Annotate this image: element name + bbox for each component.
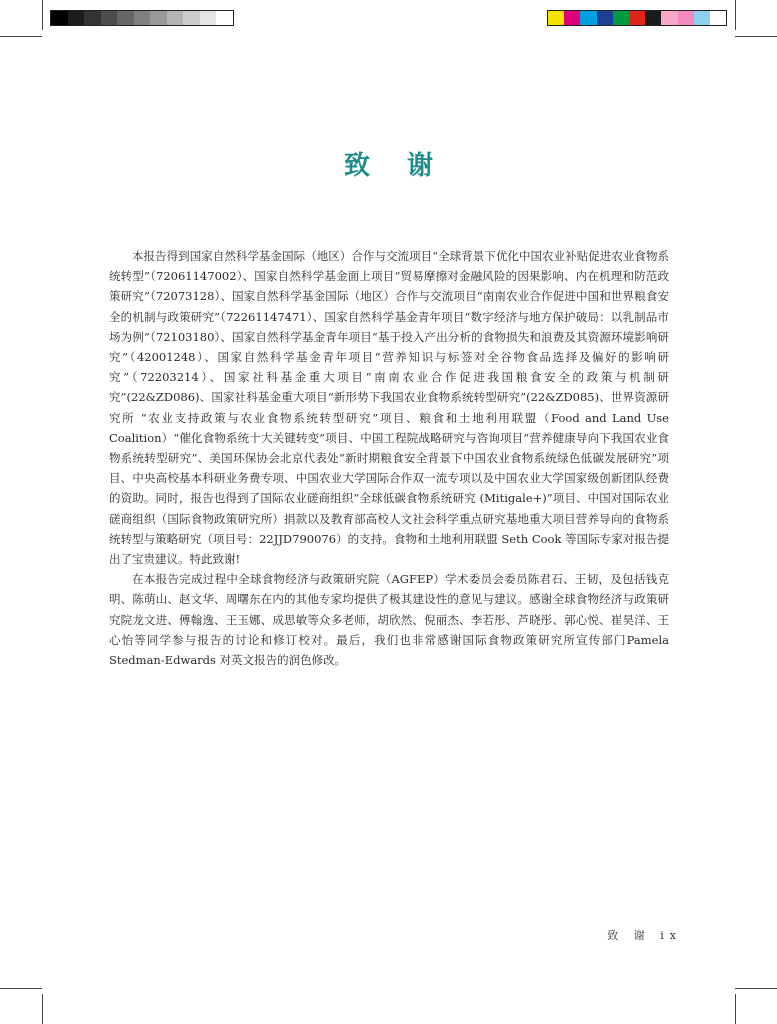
color-swatch	[597, 11, 613, 25]
grayscale-calibration-bar	[50, 10, 234, 26]
crop-mark	[735, 0, 736, 30]
gray-swatch	[134, 11, 151, 25]
paragraph: 本报告得到国家自然科学基金国际（地区）合作与交流项目“全球背景下优化中国农业补贴促进农业食物系统转型”（72061147002）、国家自然科学基金面上项目“贸易摩擦对金融风险的因果影响、内在机理和防范政策研究”（72073128）、国家自然科学基金国际（地区）合作与交流项目“南南农业合作促进中国和世界粮食安全的机制与政策研究”（72261147471）、国家自然科学基金青年项目“数字经济与地方保护破局：以乳制品市场为例”（72103180）、国家自然科学基金青年项目“基于投入产出分析的食物损失和浪费及其资源环境影响研究”（42001248）、国家自然科学基金青年项目“营养知识与标签对全谷物食品选择及偏好的影响研究”（72203214）、国家社科基金重大项目“南南农业合作促进我国粮食安全的政策与机制研究”(22&ZD086)、国家社科基金重大项目“新形势下我国农业食物系统转型研究”(22&ZD085)、世界资源研究所 “农业支持政策与农业食物系统转型研究”项目、粮食和土地利用联盟（Food and Land Use Coalition）“催化食物系统十大关键转变”项目、中国工程院战略研究与咨询项目“营养健康导向下我国农业食物系统转型研究”、美国环保协会北京代表处“新时期粮食安全背景下中国农业食物系统绿色低碳发展研究”项目、中央高校基本科研业务费专项、中国农业大学国际合作双一流专项以及中国农业大学国家级创新团队经费的资助。同时，报告也得到了国际农业磋商组织“全球低碳食物系统研究 (Mitigale+)”项目、中国对国际农业磋商组织（国际食物政策研究所）捐款以及教育部高校人文社会科学重点研究基地重大项目营养导向的食物系统转型与策略研究（项目号：22JJD790076）的支持。食物和土地利用联盟 Seth Cook 等国际专家对报告提出了宝贵建议。特此致谢!	[109, 249, 669, 567]
paragraph: 在本报告完成过程中全球食物经济与政策研究院（AGFEP）学术委员会委员陈君石、王韧，及包括钱克明、陈萌山、赵文华、周曙东在内的其他专家均提供了极其建设性的意见与建议。感谢全球食物经济与政策研究院龙文进、傅翰逸、王玉娜、成思敏等众多老师，胡欣然、倪丽杰、李若彤、芦晓彤、郭心悦、崔昊洋、王心怡等同学参与报告的讨论和修订校对。最后，我们也非常感谢国际食物政策研究所宣传部门Pamela Stedman-Edwards 对英文报告的润色修改。	[109, 572, 669, 668]
gray-swatch	[183, 11, 200, 25]
color-swatch	[678, 11, 694, 25]
crop-mark	[0, 36, 42, 37]
color-swatch	[645, 11, 661, 25]
gray-swatch	[101, 11, 118, 25]
crop-mark	[735, 994, 736, 1024]
gray-swatch	[150, 11, 167, 25]
crop-mark	[0, 988, 42, 989]
color-swatch	[661, 11, 677, 25]
page-footer: 致 谢 ix	[607, 929, 682, 942]
color-swatch	[629, 11, 645, 25]
acknowledgement-body	[109, 246, 669, 670]
gray-swatch	[84, 11, 101, 25]
gray-swatch	[117, 11, 134, 25]
color-swatch	[694, 11, 710, 25]
crop-mark	[42, 0, 43, 30]
color-swatch	[580, 11, 596, 25]
color-swatch	[564, 11, 580, 25]
page-title: 致 谢	[343, 151, 448, 182]
color-swatch	[613, 11, 629, 25]
color-swatch	[548, 11, 564, 25]
color-calibration-bar	[547, 10, 727, 26]
gray-swatch	[51, 11, 68, 25]
crop-mark	[735, 988, 777, 989]
crop-mark	[42, 994, 43, 1024]
gray-swatch	[200, 11, 217, 25]
crop-mark	[735, 36, 777, 37]
color-swatch	[710, 11, 726, 25]
gray-swatch	[68, 11, 85, 25]
gray-swatch	[216, 11, 233, 25]
gray-swatch	[167, 11, 184, 25]
